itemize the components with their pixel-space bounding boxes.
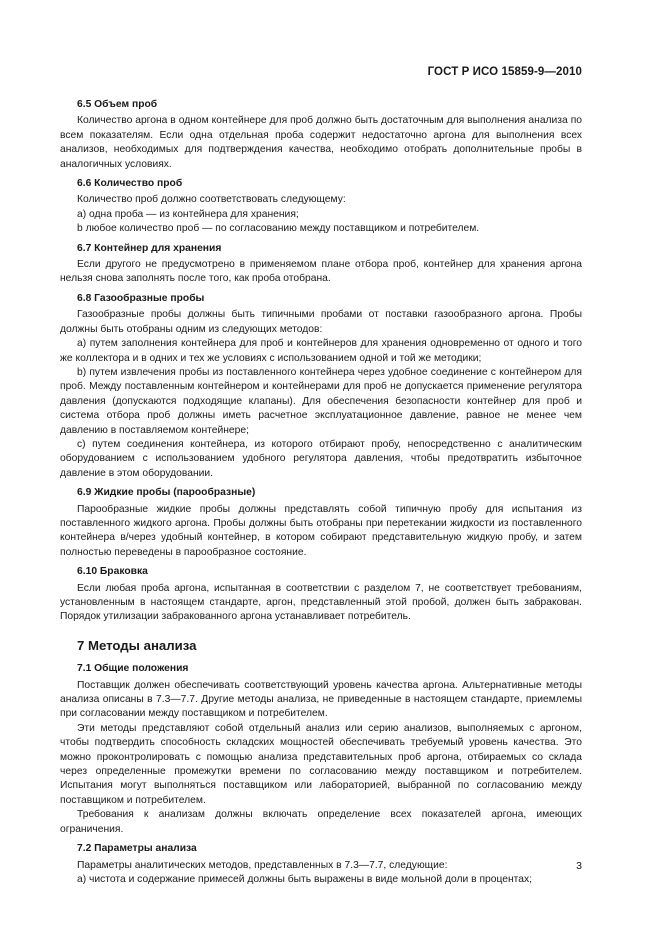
list-item: с) путем соединения контейнера, из которого отбирают пробу, непосредственно с аналитическим оборудованием с использованием удобного регулятора давления, чтобы предотвратить избыточное давление в этом оборудовании. <box>60 438 582 479</box>
document-header: ГОСТ Р ИСО 15859-9—2010 <box>427 66 582 78</box>
section-heading-6-7: 6.7 Контейнер для хранения <box>77 242 222 254</box>
list-item: а) одна проба — из контейнера для хранения; <box>77 208 299 220</box>
paragraph: Парообразные жидкие пробы должны представлять собой типичную пробу для испытания из поставленного жидкого аргона. Пробы должны быть отобраны при перетекании жидкости из поставленного контейнера в/через удобный контейнер, в котором собирают представительную жидкую пробу, и затем полностью переведены в парообразное состояние. <box>60 503 582 558</box>
list-item: а) чистота и содержание примесей должны быть выражены в виде мольной доли в процентах; <box>77 873 533 885</box>
section-heading-6-8: 6.8 Газообразные пробы <box>77 292 205 304</box>
paragraph: Эти методы представляют собой отдельный анализ или серию анализов, выполняемых с аргоном, чтобы подтвердить способность складских мощностей обеспечивать требуемый уровень качества. Это можно проконтролировать с помощью анализа представительных проб аргона, отбираемых со склада через определенные промежутки времени по согласованию между поставщиком и потребителем. Испытания могут выполняться поставщиком или лабораторией, выбранной по согласованию между поставщиком и потребителем. <box>60 722 582 806</box>
section-heading-7-1: 7.1 Общие положения <box>77 663 189 675</box>
paragraph: Поставщик должен обеспечивать соответствующий уровень качества аргона. Альтернативные методы анализа описаны в 7.3—7.7. Другие методы анализа, не приведенные в настоящем стандарте, приемлемы при согласовании между поставщиком и потребителем. <box>60 679 582 720</box>
section-heading-6-5: 6.5 Объем проб <box>77 99 158 110</box>
paragraph: Требования к анализам должны включать определение всех показателей аргона, имеющих ограничения. <box>60 809 582 835</box>
paragraph: Если любая проба аргона, испытанная в соответствии с разделом 7, не соответствует требованиям, установленным в настоящем стандарте, аргон, представленный этой пробой, должен быть забракован. Порядок утилизации забракованного аргона устанавливает потребитель. <box>60 582 582 623</box>
section-heading-7-2: 7.2 Параметры анализа <box>77 843 197 855</box>
list-item: b) путем извлечения пробы из поставленного контейнера через удобное соединение с контейнером для проб. Между поставленным контейнером и контейнерами для проб не допускается применение регулятора давления (допускаются подходящие клапаны). Для обеспечения безопасности контейнер для проб и система отбора проб должны иметь расчетное эксплуатационное давление, равное не менее чем давлению в поставляемом контейнере; <box>60 366 582 436</box>
section-heading-6-9: 6.9 Жидкие пробы (парообразные) <box>77 487 256 499</box>
page-number: 3 <box>576 860 582 872</box>
section-heading-6-10: 6.10 Браковка <box>77 566 148 578</box>
paragraph: Параметры аналитических методов, представленных в 7.3—7.7, следующие: <box>77 859 448 871</box>
paragraph: Количество аргона в одном контейнере для проб должно быть достаточным для выполнения анализа по всем показателям. Если одна отдельная проба содержит недостаточно аргона для выполнения всех анализов, необходимых для подтверждения качества, необходимо отобрать дополнительные пробы в аналогичных условиях. <box>60 115 582 170</box>
paragraph: Если другого не предусмотрено в применяемом плане отбора проб, контейнер для хранения аргона нельзя снова заполнять после того, как проба отобрана. <box>60 259 582 285</box>
chapter-title: 7 Методы анализа <box>77 637 197 653</box>
paragraph: Газообразные пробы должны быть типичными пробами от поставки газообразного аргона. Пробы должны быть отобраны одним из следующих методов: <box>60 309 582 335</box>
section-heading-6-6: 6.6 Количество проб <box>77 178 183 190</box>
list-item: а) путем заполнения контейнера для проб и контейнеров для хранения одновременно от одного и того же коллектора и в одних и тех же условиях с использованием одной и той же методики; <box>60 338 582 364</box>
paragraph: Количество проб должно соответствовать следующему: <box>77 194 346 206</box>
page-body <box>60 98 582 887</box>
list-item: b любое количество проб — по согласованию между поставщиком и потребителем. <box>77 223 480 235</box>
